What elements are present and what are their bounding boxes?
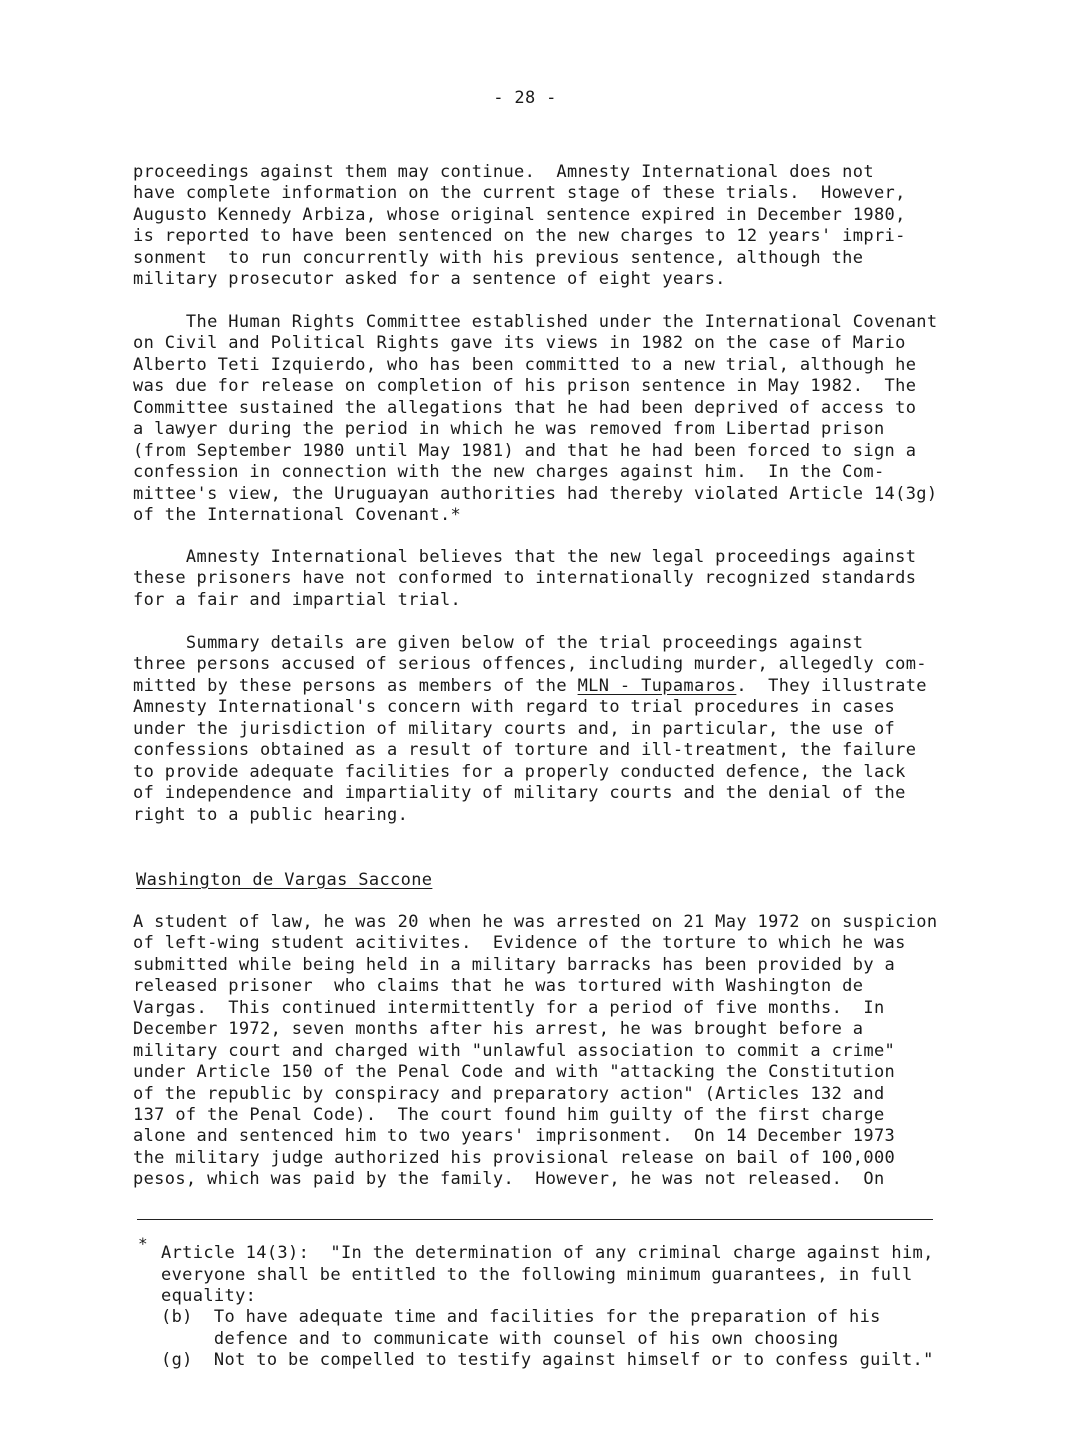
text-line: Amnesty International believes that the new legal proceedings against [133, 547, 917, 567]
text-line: under the jurisdiction of military courts and, in particular, the use of [133, 718, 896, 739]
text-line: proceedings against them may continue. Amnesty International does not [133, 162, 874, 182]
page-number: - 28 - [493, 88, 557, 108]
text-line: the military judge authorized his provisional release on bail of 100,000 [133, 1147, 896, 1168]
text-line: of the International Covenant.* [133, 504, 462, 525]
text-line: right to a public hearing. [133, 804, 409, 825]
paragraph-3 [133, 547, 916, 611]
footnote-text [161, 1243, 934, 1308]
text-line: Alberto Teti Izquierdo, who has been committed to a new trial, although he [133, 354, 917, 375]
text-span: mitted by these persons as members of the [133, 675, 578, 696]
text-line: Vargas. This continued intermittently for a period of five months. In [133, 997, 885, 1018]
text-line: (from September 1980 until May 1981) and that he had been forced to sign a [133, 440, 917, 461]
paragraph-4 [133, 633, 927, 826]
footnote-line: everyone shall be entitled to the following minimum guarantees, in full [161, 1264, 913, 1285]
text-line: a lawyer during the period in which he was removed from Libertad prison [133, 419, 885, 440]
text-line: have complete information on the current stage of these trials. However, [133, 183, 906, 204]
text-line: mittee's view, the Uruguayan authorities had thereby violated Article 14(3g) [133, 483, 938, 504]
text-line: of independence and impartiality of military courts and the denial of the [133, 783, 906, 804]
footnote-item-line: (b) To have adequate time and facilities for the preparation of his [161, 1307, 881, 1327]
text-line: these prisoners have not conformed to internationally recognized standards [133, 568, 917, 589]
text-line: three persons accused of serious offences, including murder, allegedly com- [133, 654, 927, 675]
text-line: for a fair and impartial trial. [133, 589, 462, 610]
text-line: The Human Rights Committee established under the International Covenant [133, 312, 938, 332]
footnote-line: equality: [161, 1286, 257, 1307]
text-line: confession in connection with the new charges against him. In the Com- [133, 462, 885, 483]
text-line: released prisoner who claims that he was tortured with Washington de [133, 976, 864, 997]
text-line: confessions obtained as a result of torture and ill-treatment, the failure [133, 740, 917, 761]
text-line: alone and sentenced him to two years' imprisonment. On 14 December 1973 [133, 1126, 896, 1147]
text-span: . They illustrate [736, 675, 927, 696]
text-line: A student of law, he was 20 when he was arrested on 21 May 1972 on suspicion [133, 912, 938, 932]
text-line: of the republic by conspiracy and preparatory action" (Articles 132 and [133, 1083, 885, 1104]
text-line: Augusto Kennedy Arbiza, whose original sentence expired in December 1980, [133, 204, 906, 225]
footnote-item-line: defence and to communicate with counsel of his own choosing [161, 1328, 839, 1349]
text-line: December 1972, seven months after his arrest, he was brought before a [133, 1019, 864, 1040]
footnote-divider [137, 1219, 933, 1220]
section-paragraph [133, 912, 937, 1191]
footnote-item-line: (g) Not to be compelled to testify against himself or to confess guilt." [161, 1350, 934, 1371]
section-heading: Washington de Vargas Saccone [136, 870, 433, 890]
text-line: of left-wing student acitivites. Evidence of the torture to which he was [133, 933, 906, 954]
text-line: submitted while being held in a military barracks has been provided by a [133, 954, 896, 975]
text-line: 137 of the Penal Code). The court found him guilty of the first charge [133, 1104, 885, 1125]
footnote-marker: * [138, 1234, 148, 1253]
paragraph-2 [133, 312, 937, 526]
text-line: was due for release on completion of his prison sentence in May 1982. The [133, 376, 917, 397]
text-line: Summary details are given below of the trial proceedings against [133, 633, 864, 653]
text-line: is reported to have been sentenced on the new charges to 12 years' impri- [133, 226, 906, 247]
text-line: Committee sustained the allegations that he had been deprived of access to [133, 397, 917, 418]
text-line: military prosecutor asked for a sentence of eight years. [133, 269, 726, 290]
text-line: Amnesty International's concern with regard to trial procedures in cases [133, 697, 896, 718]
text-line: pesos, which was paid by the family. However, he was not released. On [133, 1169, 885, 1190]
paragraph-1 [133, 162, 906, 291]
footnote-items [161, 1307, 934, 1372]
text-line-with-underline [133, 676, 927, 697]
underlined-organization-name: MLN - Tupamaros [577, 675, 737, 696]
footnote-line: Article 14(3): "In the determination of any criminal charge against him, [161, 1243, 934, 1263]
text-line: on Civil and Political Rights gave its views in 1982 on the case of Mario [133, 333, 906, 354]
text-line: sonment to run concurrently with his previous sentence, although the [133, 247, 864, 268]
text-line: military court and charged with "unlawful association to commit a crime" [133, 1040, 896, 1061]
text-line: under Article 150 of the Penal Code and with "attacking the Constitution [133, 1062, 896, 1083]
text-line: to provide adequate facilities for a properly conducted defence, the lack [133, 761, 906, 782]
